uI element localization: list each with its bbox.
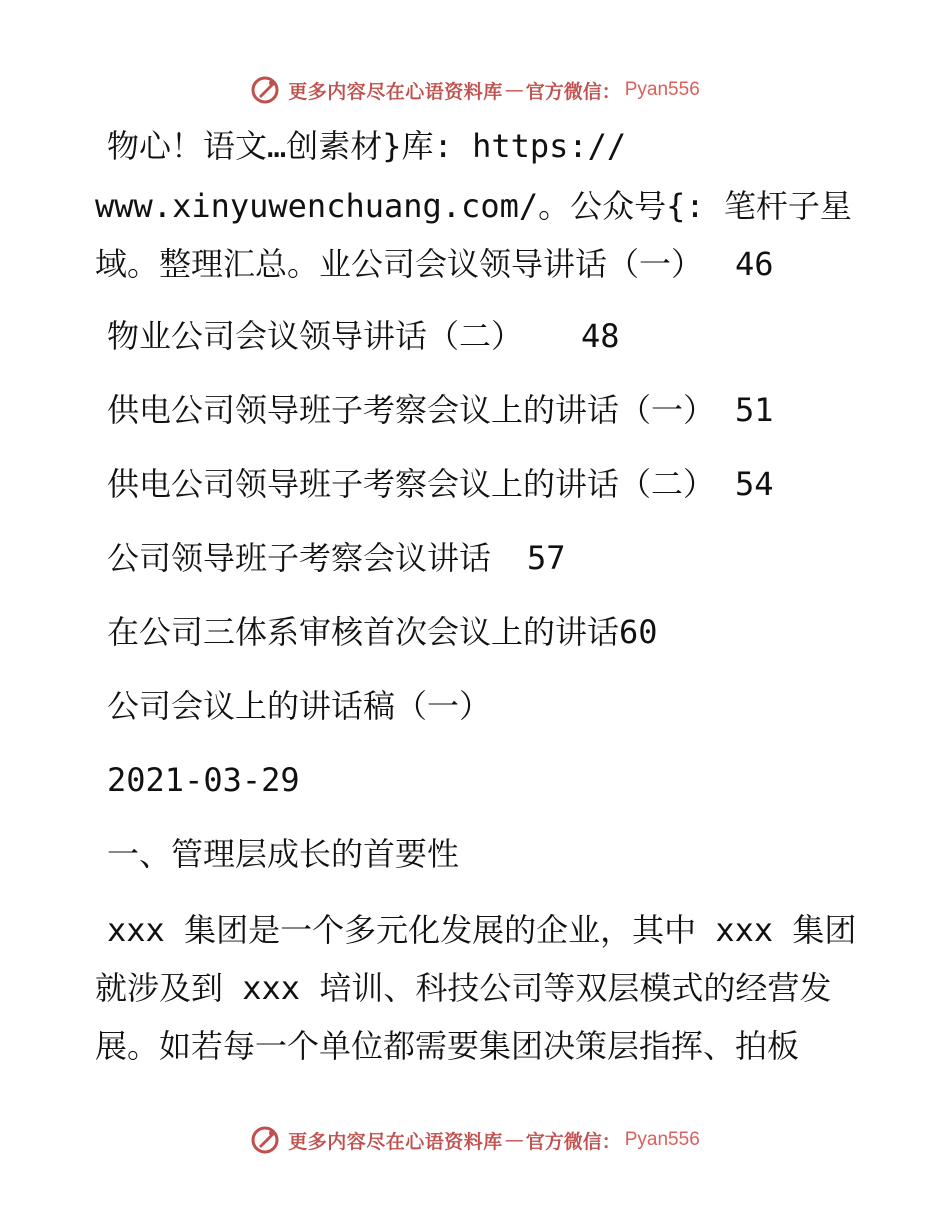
toc-item-page: 48 [581, 317, 620, 355]
banner-separator: — [504, 1129, 524, 1151]
toc-line-3 [95, 244, 950, 284]
brand-logo-icon [250, 1125, 280, 1155]
section-heading: 一、管理层成长的首要性 [107, 835, 460, 873]
toc-item-page: 60 [619, 613, 658, 651]
toc-item-title: 公司领导班子考察会议讲话 [107, 539, 492, 577]
toc-item-title: 物业公司会议领导讲话（二） [107, 317, 524, 355]
paragraph-line: 就涉及到 xxx 培训、科技公司等双层模式的经营发 [95, 969, 832, 1007]
wechat-id: Pyan556 [624, 79, 700, 100]
toc-line-3-page: 46 [735, 245, 774, 283]
paragraph-line: 展。如若每一个单位都需要集团决策层指挥、拍板 [95, 1027, 800, 1065]
brand-logo-icon [250, 75, 280, 105]
banner-label: 官方微信： [525, 1130, 621, 1153]
header-banner [0, 70, 950, 110]
toc-item-title: 在公司三体系审核首次会议上的讲话 [107, 613, 620, 651]
toc-item [107, 316, 950, 356]
toc-item-title: 供电公司领导班子考察会议上的讲话（二） [107, 465, 716, 503]
article-date: 2021-03-29 [107, 761, 300, 799]
toc-item [107, 464, 950, 504]
banner-label: 官方微信： [525, 80, 621, 103]
toc-item [107, 390, 950, 430]
toc-item-page: 57 [527, 539, 566, 577]
footer-banner [0, 1120, 950, 1160]
toc-line-2: www.xinyuwenchuang.com/。公众号{: 笔杆子星 [95, 187, 852, 225]
toc-item [107, 612, 950, 652]
wechat-id: Pyan556 [624, 1129, 700, 1150]
banner-text: 更多内容尽在心语资料库 [288, 80, 503, 103]
toc-line-3-text: 域。整理汇总。业公司会议领导讲话（一） [95, 245, 704, 283]
banner-separator: — [504, 79, 524, 101]
toc-item-page: 54 [735, 465, 774, 503]
paragraph-line: xxx 集团是一个多元化发展的企业，其中 xxx 集团 [107, 911, 857, 949]
toc-item [107, 538, 950, 578]
toc-item-title: 供电公司领导班子考察会议上的讲话（一） [107, 391, 716, 429]
article-title: 公司会议上的讲话稿（一） [107, 687, 492, 725]
toc-line-1: 物心！语文…创素材}库: https:// [107, 127, 627, 165]
toc-item-page: 51 [735, 391, 774, 429]
banner-text: 更多内容尽在心语资料库 [288, 1130, 503, 1153]
